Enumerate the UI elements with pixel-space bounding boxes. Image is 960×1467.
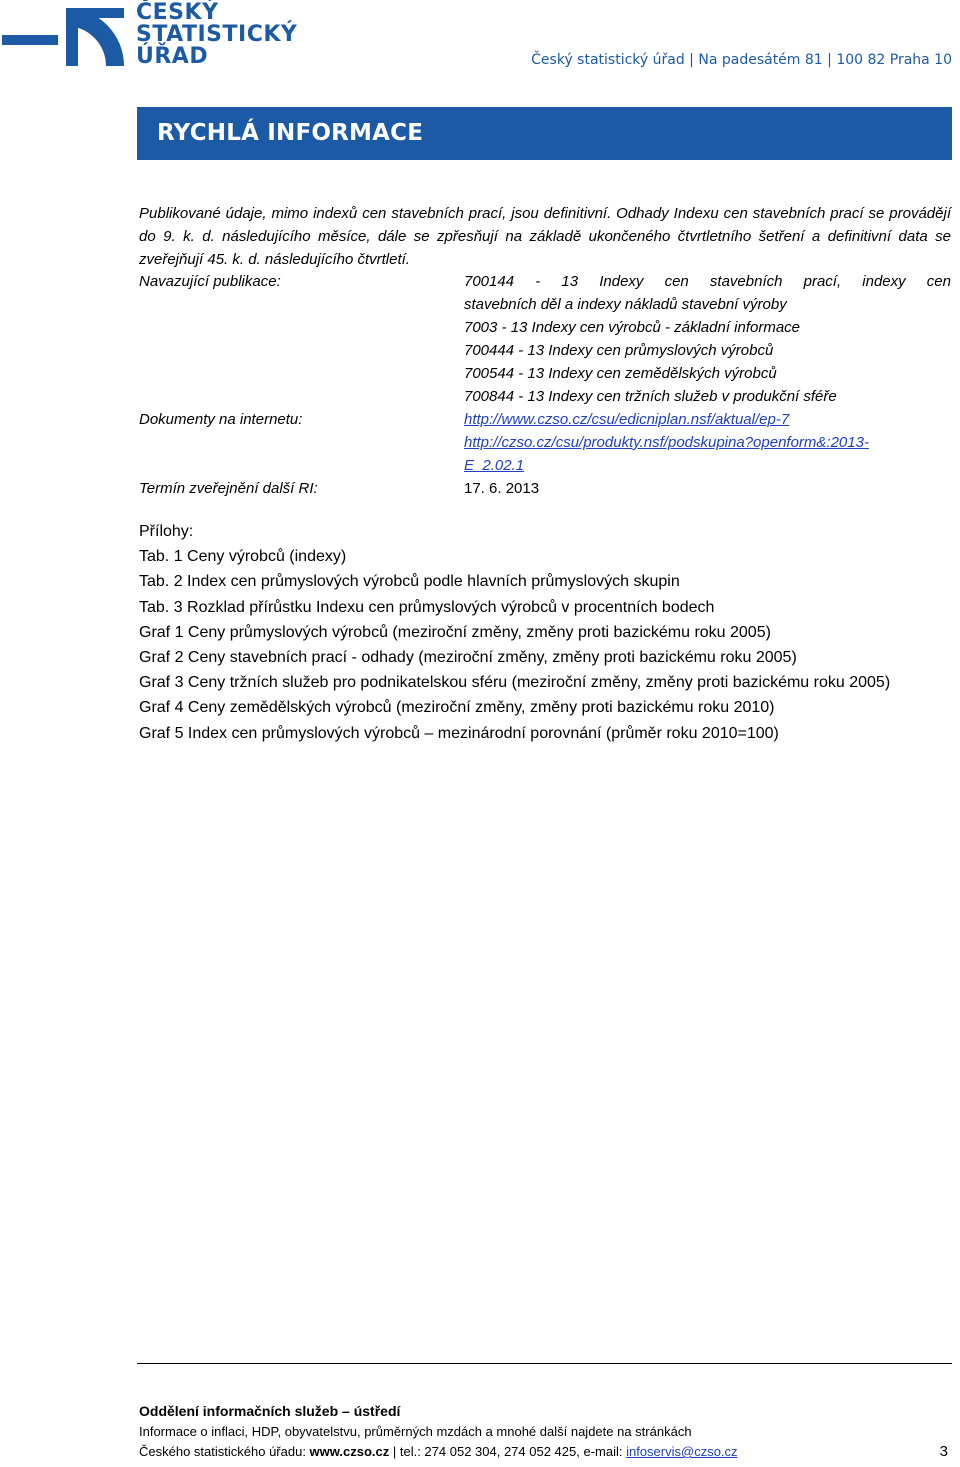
related-publication-item: stavebních děl a indexy nákladů stavební výroby: [464, 296, 787, 313]
documents-label: Dokumenty na internetu:: [139, 411, 303, 428]
logo-wordmark: [136, 2, 297, 68]
page-number: 3: [939, 1443, 948, 1460]
document-link-produkty-cont[interactable]: E_2.02.1: [464, 457, 525, 474]
footer-department: Oddělení informačních služeb – ústředí: [139, 1403, 401, 1419]
footer-contact-line: [139, 1444, 738, 1459]
related-publication-item: 700444 - 13 Indexy cen průmyslových výrobců: [464, 342, 774, 359]
attachment-item: Tab. 3 Rozklad přírůstku Indexu cen průmyslových výrobců v procentních bodech: [139, 598, 715, 616]
logo-line-2: STATISTICKÝ: [136, 22, 298, 47]
related-publication-item: 700544 - 13 Indexy cen zemědělských výrobců: [464, 365, 777, 382]
attachment-item: Graf 3 Ceny tržních služeb pro podnikatelskou sféru (meziroční změny, změny proti bazickému roku 2005): [139, 674, 891, 692]
footer-divider: [137, 1363, 952, 1364]
attachment-item: Graf 2 Ceny stavebních prací - odhady (meziroční změny, změny proti bazickému roku 2005): [139, 649, 797, 667]
next-release-date: 17. 6. 2013: [464, 480, 540, 497]
header-address: Český statistický úřad | Na padesátém 81 | 100 82 Praha 10: [531, 52, 952, 68]
logo-line-3: ÚŘAD: [136, 44, 209, 69]
attachment-item: Tab. 2 Index cen průmyslových výrobců podle hlavních průmyslových skupin: [139, 573, 680, 591]
intro-paragraph: Publikované údaje, mimo indexů cen stavebních prací, jsou definitivní. Odhady Indexu cen stavebních prací se provádějí do 9. k. d. následujícího měsíce, dále se zpřesňují na základě ukončeného čtvrtletního šetření a definitivní data se zveřejňují 45. k. d. následujícího čtvrtletí.: [139, 205, 951, 268]
document-link-ep7[interactable]: http://www.czso.cz/csu/edicniplan.nsf/aktual/ep-7: [464, 411, 790, 428]
footer-website[interactable]: www.czso.cz: [309, 1444, 390, 1459]
attachments-heading: Přílohy:: [139, 523, 194, 540]
banner-title: RYCHLÁ INFORMACE: [157, 120, 424, 146]
title-banner: [137, 107, 952, 160]
related-publication-item: 700144 - 13 Indexy cen stavebních prací, indexy cen: [464, 273, 951, 290]
attachment-item: Graf 5 Index cen průmyslových výrobců – mezinárodní porovnání (průměr roku 2010=100): [139, 724, 779, 742]
footer-email-link[interactable]: infoservis@czso.cz: [626, 1444, 738, 1459]
logo-line-1: ČESKÝ: [136, 0, 219, 25]
related-publication-item: 7003 - 13 Indexy cen výrobců - základní informace: [464, 319, 801, 336]
czso-logo-icon: [0, 0, 132, 70]
related-publication-item: 700844 - 13 Indexy cen tržních služeb v produkční sféře: [464, 388, 837, 405]
next-release-label: Termín zveřejnění další RI:: [139, 480, 318, 497]
attachment-item: Tab. 1 Ceny výrobců (indexy): [139, 548, 347, 566]
attachment-item: Graf 4 Ceny zemědělských výrobců (meziroční změny, změny proti bazickému roku 2010): [139, 699, 775, 717]
attachment-item: Graf 1 Ceny průmyslových výrobců (meziroční změny, změny proti bazickému roku 2005): [139, 623, 771, 641]
document-link-produkty[interactable]: http://czso.cz/csu/produkty.nsf/podskupina?openform&:2013-: [464, 434, 869, 451]
footer-contact-mid: | tel.: 274 052 304, 274 052 425, e-mail:: [389, 1444, 627, 1459]
footer-info-line: Informace o inflaci, HDP, obyvatelstvu, průměrných mzdách a mnohé další najdete na stránkách: [139, 1424, 692, 1439]
footer-contact-prefix: Českého statistického úřadu:: [139, 1444, 310, 1459]
attachments-list: [139, 519, 951, 746]
related-publications-label: Navazující publikace:: [139, 273, 281, 290]
